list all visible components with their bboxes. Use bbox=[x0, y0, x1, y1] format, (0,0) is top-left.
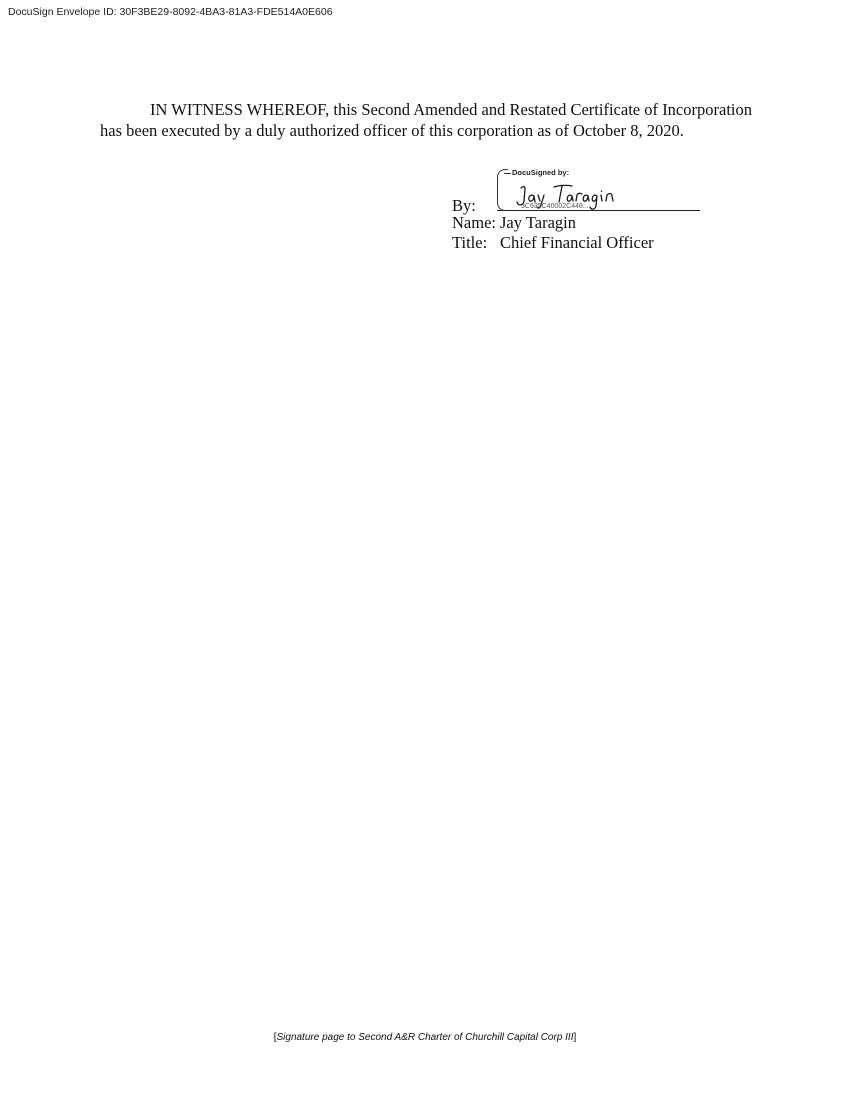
name-row bbox=[452, 213, 576, 233]
witness-paragraph: IN WITNESS WHEREOF, this Second Amended and Restated Certificate of Incorporation has been executed by a duly authorized officer of this corporation as of October 8, 2020. bbox=[100, 100, 752, 140]
title-value: Chief Financial Officer bbox=[500, 233, 654, 252]
title-row bbox=[452, 233, 654, 253]
name-label: Name: bbox=[452, 213, 496, 232]
signature-line bbox=[497, 210, 700, 211]
docusign-frame bbox=[497, 169, 508, 211]
envelope-id: DocuSign Envelope ID: 30F3BE29-8092-4BA3-81A3-FDE514A0E606 bbox=[8, 6, 333, 18]
name-value: Jay Taragin bbox=[500, 213, 576, 232]
caption-close-bracket: ] bbox=[573, 1032, 577, 1043]
title-label: Title: bbox=[452, 233, 488, 252]
docusigned-by-label: DocuSigned by: bbox=[512, 168, 570, 177]
caption-open-bracket: [ bbox=[273, 1032, 277, 1043]
docusign-hash: 3C635C40002C448... bbox=[521, 203, 589, 210]
signature-page-caption bbox=[0, 1032, 850, 1043]
signature-block bbox=[452, 168, 712, 258]
caption-text: Signature page to Second A&R Charter of Churchill Capital Corp III bbox=[276, 1032, 574, 1043]
docusign-label-rule bbox=[504, 173, 511, 174]
by-label: By: bbox=[452, 196, 476, 215]
